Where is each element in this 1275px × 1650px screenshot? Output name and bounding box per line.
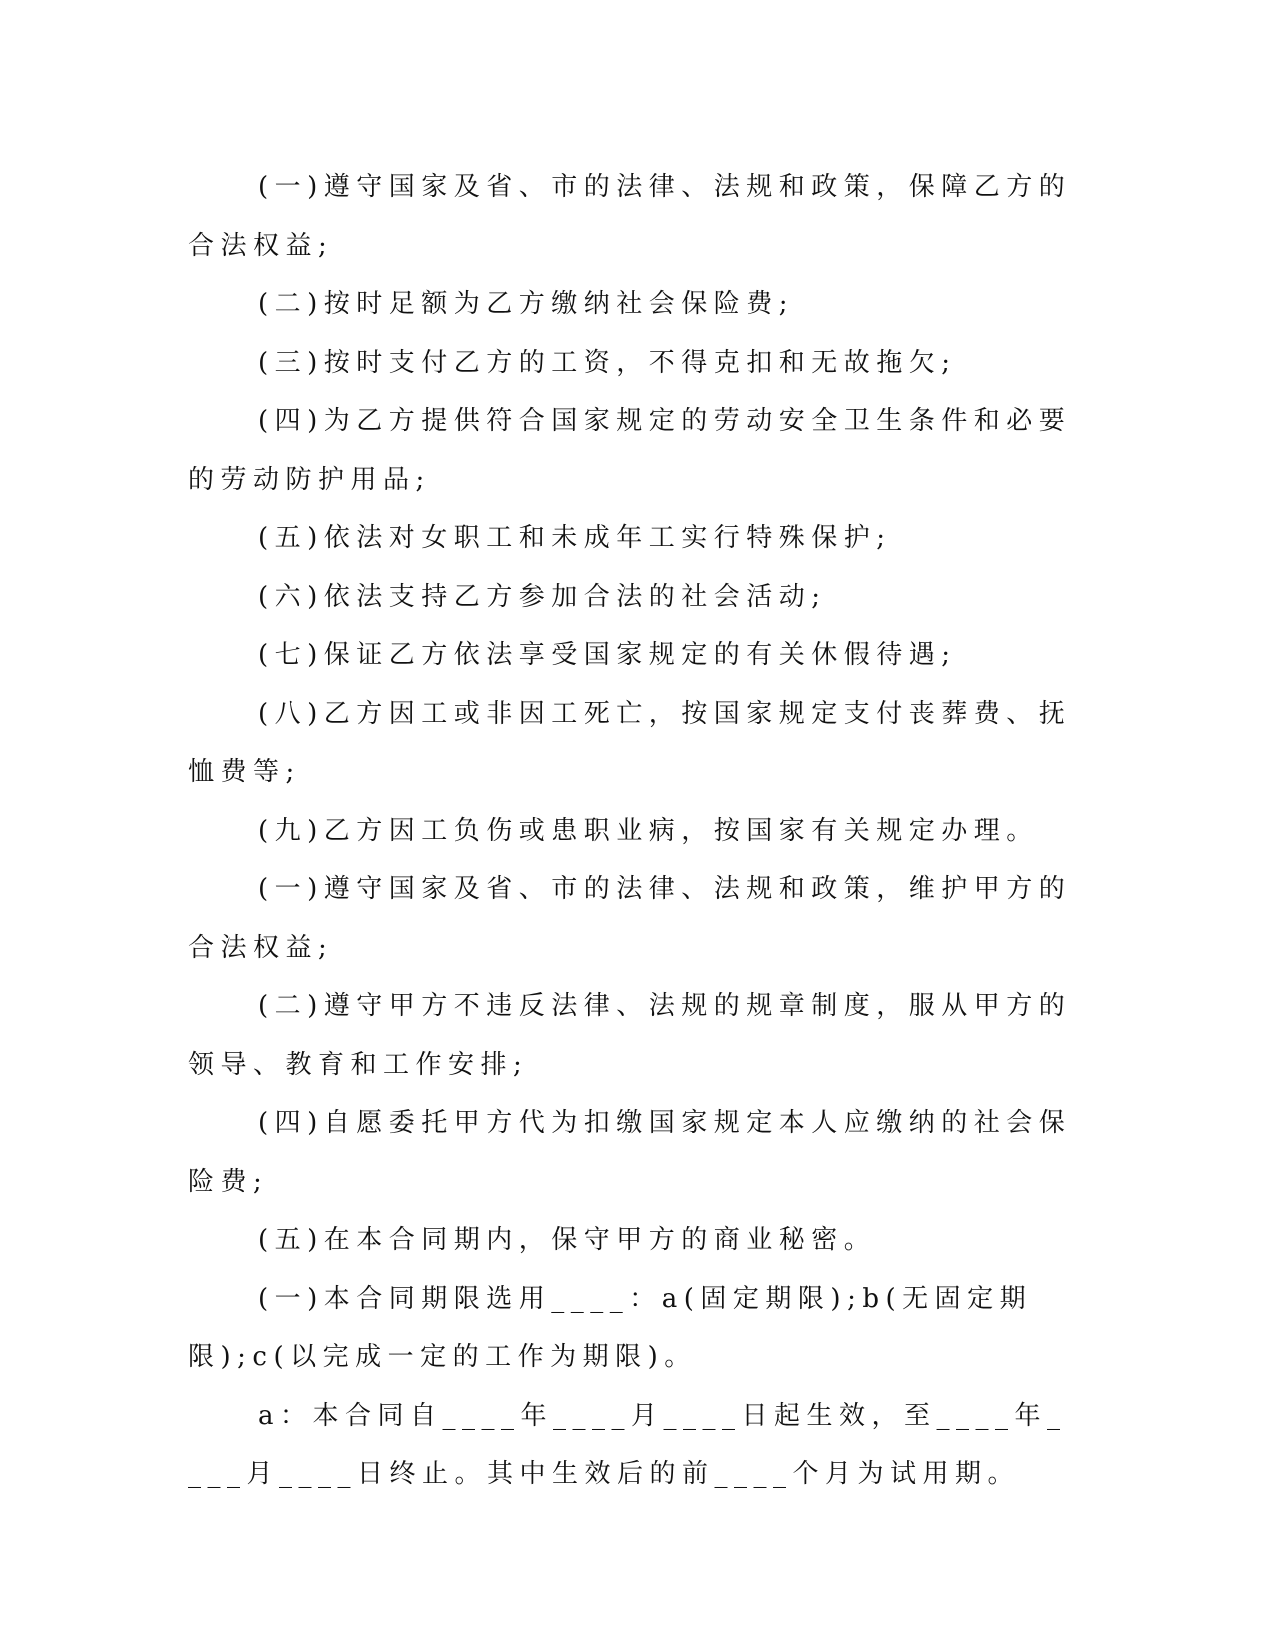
- paragraph-employer-duty-5: (五)依法对女职工和未成年工实行特殊保护;: [258, 523, 892, 553]
- paragraph-employee-duty-5: (五)在本合同期内，保守甲方的商业秘密。: [258, 1225, 877, 1255]
- paragraph-employer-duty-3: (三)按时支付乙方的工资，不得克扣和无故拖欠;: [258, 347, 957, 378]
- paragraph-employer-duty-8: (八)乙方因工或非因工死亡，按国家规定支付丧葬费、抚恤费等;: [188, 698, 1072, 787]
- paragraph-contract-term: (一)本合同期限选用____：a(固定期限);b(无固定期限);c(以完成一定的工作为期限)。: [188, 1283, 1033, 1372]
- paragraph-employer-duty-9: (九)乙方因工负伤或患职业病，按国家有关规定办理。: [258, 815, 1039, 846]
- document-body: [188, 158, 1078, 1504]
- paragraph-employer-duty-7: (七)保证乙方依法享受国家规定的有关休假待遇;: [258, 640, 957, 670]
- paragraph-employer-duty-4: (四)为乙方提供符合国家规定的劳动安全卫生条件和必要的劳动防护用品;: [188, 406, 1072, 495]
- paragraph-fixed-term-dates: a：本合同自____年____月____日起生效，至____年____月____日终止。其中生效后的前____个月为试用期。: [188, 1400, 1067, 1489]
- paragraph-employer-duty-2: (二)按时足额为乙方缴纳社会保险费;: [258, 289, 795, 319]
- paragraph-employer-duty-6: (六)依法支持乙方参加合法的社会活动;: [258, 581, 827, 612]
- paragraph-employee-duty-4: (四)自愿委托甲方代为扣缴国家规定本人应缴纳的社会保险费;: [188, 1108, 1072, 1197]
- paragraph-employer-duty-1: (一)遵守国家及省、市的法律、法规和政策，保障乙方的合法权益;: [188, 172, 1072, 261]
- paragraph-employee-duty-1: (一)遵守国家及省、市的法律、法规和政策，维护甲方的合法权益;: [188, 874, 1072, 963]
- paragraph-employee-duty-2: (二)遵守甲方不违反法律、法规的规章制度，服从甲方的领导、教育和工作安排;: [188, 991, 1072, 1080]
